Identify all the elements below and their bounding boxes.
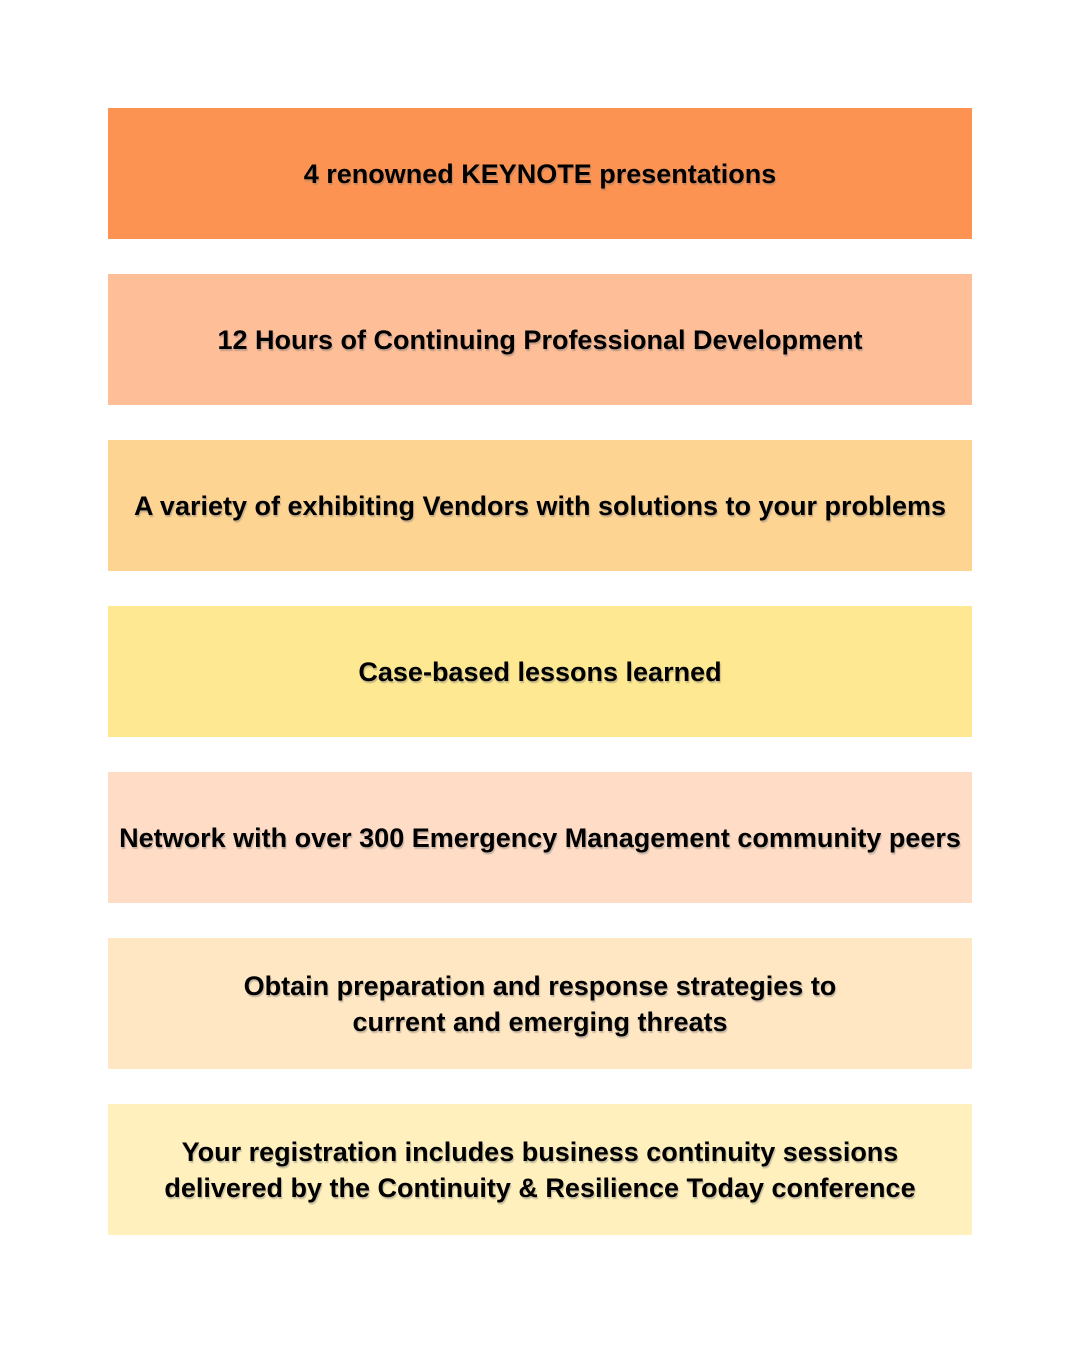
banner-cpd-hours-text: 12 Hours of Continuing Professional Development bbox=[217, 324, 863, 355]
banner-case-lessons-text: Case-based lessons learned bbox=[358, 656, 722, 687]
banner-registration-text-line1: Your registration includes business continuity sessions bbox=[181, 1136, 899, 1167]
banner-strategies bbox=[108, 938, 972, 1069]
banner-keynotes bbox=[108, 108, 972, 239]
banner-keynotes-text: 4 renowned KEYNOTE presentations bbox=[303, 158, 777, 189]
banner-registration-text-line2: delivered by the Continuity & Resilience Today conference bbox=[164, 1172, 916, 1203]
banner-networking bbox=[108, 772, 972, 903]
banner-strategies-text-line2: current and emerging threats bbox=[352, 1006, 728, 1037]
banner-case-lessons bbox=[108, 606, 972, 737]
banner-vendors bbox=[108, 440, 972, 571]
banner-registration bbox=[108, 1104, 972, 1235]
banner-cpd-hours bbox=[108, 274, 972, 405]
banner-vendors-text: A variety of exhibiting Vendors with solutions to your problems bbox=[133, 490, 947, 521]
banner-networking-text: Network with over 300 Emergency Management community peers bbox=[119, 822, 961, 853]
banner-strategies-text-line1: Obtain preparation and response strategies to bbox=[243, 970, 837, 1001]
